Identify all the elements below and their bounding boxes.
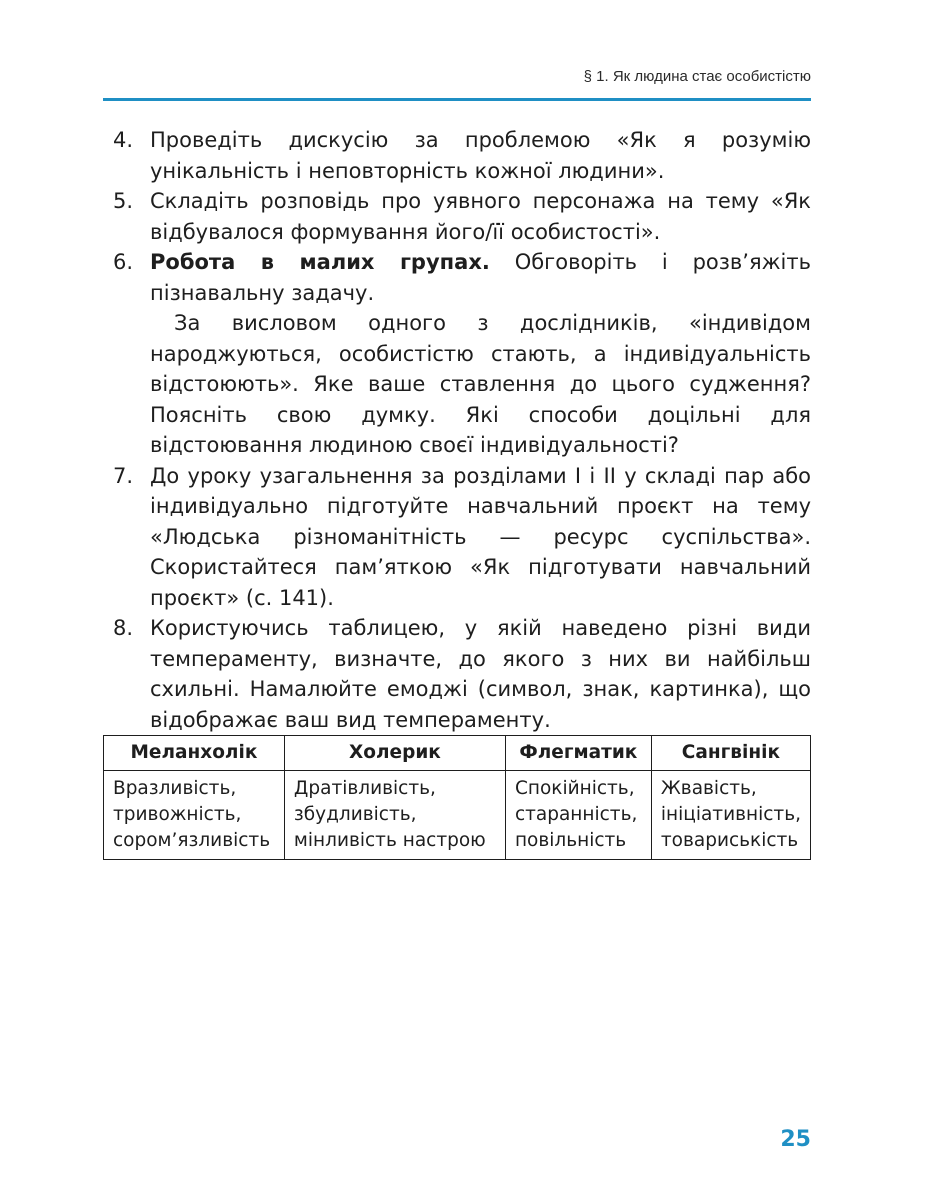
task-item-7 [103, 461, 811, 614]
task-text: Користуючись таблицею, у якій наведено різні види темпераменту, визначте, до якого з них ви найбільш схильні. Намалюйте емоджі (символ, знак, картинка), що відображає ваш вид темпераменту. [150, 616, 811, 732]
trait: Дратівливість, [293, 778, 436, 799]
running-header: § 1. Як людина стає особистістю [583, 68, 811, 85]
trait: збудливість, [293, 804, 417, 825]
task-body [150, 247, 811, 461]
trait: Жвавість, [660, 778, 757, 799]
task-text: До уроку узагальнення за розділами I і II у складі пар або індивідуально підготуйте навчальний проєкт на тему «Людська різноманітність — ресурс суспільства». Скористайтеся пам’яткою «Як підготувати навчальний проєкт» (с. 141). [150, 463, 811, 610]
trait: Вразливість, [113, 778, 237, 799]
task-bold-lead: Робота в малих групах. [150, 250, 490, 274]
trait: повільність [514, 830, 627, 851]
task-text: Проведіть дискусію за проблемою «Як я розумію унікальність і неповторність кожної людини». [150, 128, 811, 183]
task-item-5 [103, 186, 811, 247]
task-item-6 [103, 247, 811, 461]
column-header-melancholic: Меланхолік [104, 736, 285, 771]
task-text: Складіть розповідь про уявного персонажа на тему «Як відбувалося формування його/її особистості». [150, 189, 811, 244]
trait: старанність, [514, 804, 638, 825]
task-text: Обговоріть і розв’яжіть пізнавальну задачу. [150, 250, 811, 305]
table-cell-phlegmatic [505, 771, 651, 860]
temperament-table [103, 735, 811, 860]
task-number: 5. [113, 189, 134, 213]
header-divider [103, 98, 811, 101]
task-list [103, 125, 811, 735]
column-header-phlegmatic: Флегматик [505, 736, 651, 771]
page-number: 25 [780, 1127, 811, 1152]
table-row [104, 771, 811, 860]
task-number: 4. [113, 128, 134, 152]
task-intro [150, 247, 811, 308]
table-header-row [104, 736, 811, 771]
trait: тривожність, [113, 804, 242, 825]
column-header-sanguine: Сангвінік [651, 736, 810, 771]
column-header-choleric: Холерик [284, 736, 505, 771]
trait: ініціативність, [660, 804, 801, 825]
trait: Спокійність, [514, 778, 635, 799]
task-number: 7. [113, 463, 134, 488]
table-cell-melancholic [104, 771, 285, 860]
task-paragraph: За висловом одного з дослідників, «індивідом народжуються, особистістю стають, а індивідуальність відстоюють». Яке ваше ставлення до цього судження? Поясніть свою думку. Які способи доцільні для відстоювання людиною своєї індивідуальності? [150, 311, 811, 457]
task-number: 8. [113, 616, 134, 640]
task-item-8 [103, 613, 811, 735]
task-number: 6. [113, 250, 134, 274]
table-cell-sanguine [651, 771, 810, 860]
trait: мінливість настрою [293, 830, 486, 851]
trait: товариськість [660, 830, 799, 851]
trait: сором’язливість [113, 830, 271, 851]
table-cell-choleric [284, 771, 505, 860]
task-item-4 [103, 125, 811, 186]
